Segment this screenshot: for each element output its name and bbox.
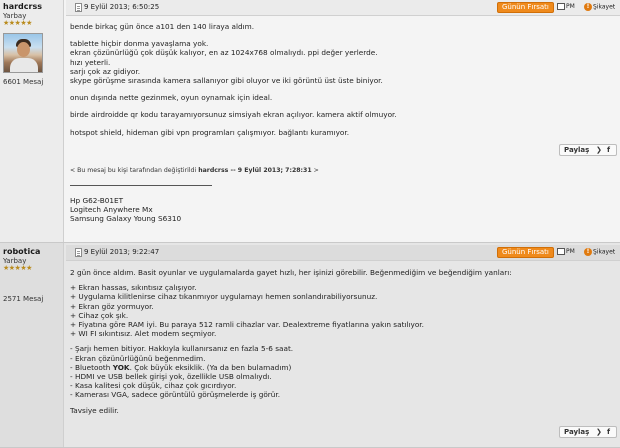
pros-item: + Ekran göz yormuyor.: [70, 301, 154, 311]
post-line: birde airdroidde qr kodu tarayamıyorsunuz simsiyah ekran açılıyor. kamera aktif olmuyor.: [70, 110, 397, 120]
post-header: [66, 245, 620, 261]
warning-icon: !: [584, 248, 592, 256]
rank-stars: ★★★★★: [3, 19, 32, 27]
post-line: tablette hiçbir donma yavaşlama yok.: [70, 39, 209, 49]
post-line: skype görüşme sırasında kamera sallanıyor gibi oluyor ve iki görüntü üst üste biniyor.: [70, 76, 383, 86]
envelope-icon: [557, 248, 565, 255]
cons-item: - Kamerası VGA, sadece görüntülü görüşmelerde iş görür.: [70, 390, 281, 400]
signature-line: Logitech Anywhere Mx: [70, 205, 153, 215]
deal-of-day-button[interactable]: Günün Fırsatı: [497, 2, 554, 13]
pros-item: + Fiyatına göre RAM iyi. Bu paraya 512 ramli cihazlar var. Dealextreme fiyatlarına yakın satılıyor.: [70, 320, 424, 330]
signature: [70, 183, 212, 224]
document-icon: [75, 3, 82, 12]
share-button[interactable]: Paylaş ❯ f: [559, 144, 617, 156]
post-line: hotspot shield, hideman gibi vpn programları çalışmıyor. bağlantı kuramıyor.: [70, 127, 350, 137]
user-rank: Yarbay: [3, 257, 27, 265]
post-line: 2 gün önce aldım. Basit oyunlar ve uygulamalarda gayet hızlı, her işinizi görebilir. Beğenmediğim ve beğendiğim yanları:: [70, 268, 512, 277]
pm-button[interactable]: PM: [557, 3, 575, 10]
edit-notice: < Bu mesaj bu kişi tarafından değiştirildi hardcrss -- 9 Eylül 2013; 7:28:31 >: [70, 167, 319, 174]
facebook-icon[interactable]: f: [607, 428, 611, 436]
cons-item: - Bluetooth YOK. Çok büyük eksiklik. (Ya da ben bulamadım): [70, 362, 292, 372]
user-sidebar: [0, 243, 64, 447]
cons-item: - Ekran çözünürlüğünü beğenmedim.: [70, 353, 206, 363]
pros-item: + Ekran hassas, sıkıntısız çalışıyor.: [70, 283, 197, 293]
username-link[interactable]: robotica: [3, 247, 41, 256]
post-date: 9 Eylül 2013; 9:22:47: [84, 248, 160, 256]
user-rank: Yarbay: [3, 12, 27, 20]
twitter-icon[interactable]: ❯: [596, 146, 602, 154]
deal-of-day-button[interactable]: Günün Fırsatı: [497, 247, 554, 258]
signature-line: Hp G62-B01ET: [70, 196, 124, 205]
forum-post: [0, 243, 620, 448]
pros-item: + Uygulama kilitlenirse cihaz tıkanmıyor uygulamayı hemen sonlandırabiliyorsunuz.: [70, 292, 378, 302]
pros-item: + WI FI sıkıntısız. Alet modem seçmiyor.: [70, 329, 217, 339]
post-line: Tavsiye edilir.: [70, 405, 119, 415]
post-header: [66, 0, 620, 16]
report-button[interactable]: ! Şikayet: [584, 3, 615, 11]
post-line: bende birkaç gün önce a101 den 140 liraya aldım.: [70, 22, 255, 31]
edited-user-link[interactable]: hardcrss: [198, 167, 229, 174]
avatar[interactable]: [3, 33, 43, 73]
post-line: sarjı çok az gidiyor.: [70, 66, 141, 76]
pros-item: + Cihaz çok şık.: [70, 310, 129, 320]
document-icon: [75, 248, 82, 257]
username-link[interactable]: hardcrss: [3, 2, 42, 11]
envelope-icon: [557, 3, 565, 10]
message-count: 2571 Mesaj: [3, 295, 44, 303]
post-date: 9 Eylül 2013; 6:50:25: [84, 3, 160, 11]
twitter-icon[interactable]: ❯: [596, 428, 602, 436]
post-body: [70, 22, 397, 137]
warning-icon: !: [584, 3, 592, 11]
rank-stars: ★★★★★: [3, 264, 32, 272]
share-button[interactable]: Paylaş ❯ f: [559, 426, 617, 438]
pm-button[interactable]: PM: [557, 248, 575, 255]
post-body: [70, 268, 512, 415]
post-line: onun dışında nette gezinmek, oyun oynamak için ideal.: [70, 93, 273, 103]
post-line: hızı yeterli.: [70, 57, 111, 67]
cons-item: - Şarjı hemen bitiyor. Hakkıyla kullanırsanız en fazla 5-6 saat.: [70, 344, 294, 354]
user-sidebar: [0, 0, 64, 242]
cons-item: - HDMI ve USB bellek girişi yok, özellikle USB olmalıydı.: [70, 372, 272, 382]
post-line: ekran çözünürlüğü çok düşük kalıyor, en az 1024x768 olmalıydı. ppi değer yerlerde.: [70, 48, 378, 58]
message-count: 6601 Mesaj: [3, 78, 44, 86]
facebook-icon[interactable]: f: [607, 146, 611, 154]
cons-item: - Kasa kalitesi çok düşük, cihaz çok gıcırdıyor.: [70, 381, 237, 391]
signature-line: Samsung Galaxy Young S6310: [70, 214, 182, 224]
report-button[interactable]: ! Şikayet: [584, 248, 615, 256]
